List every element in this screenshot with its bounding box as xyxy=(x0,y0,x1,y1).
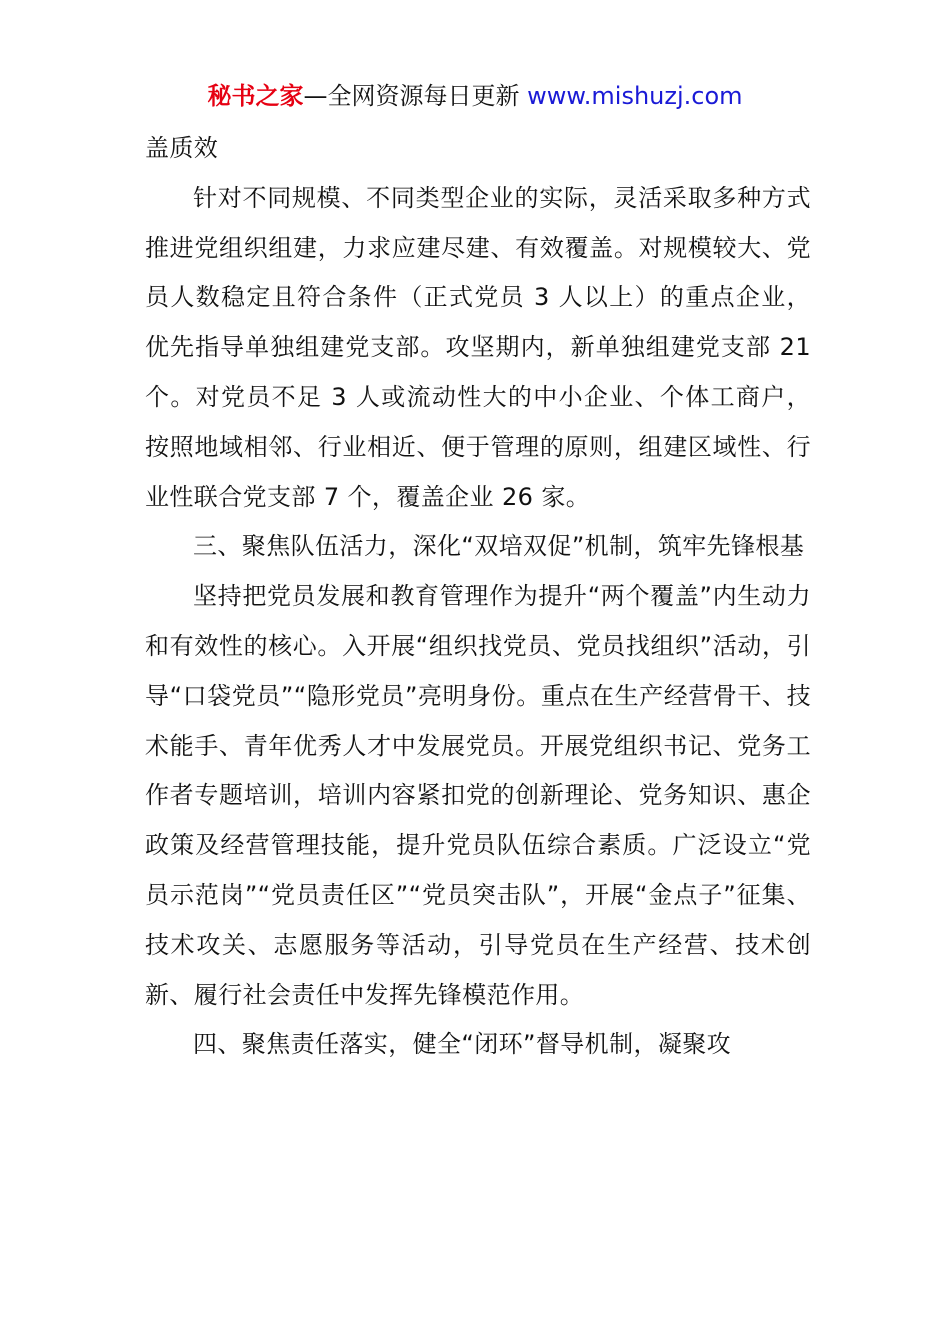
header-tagline: —全网资源每日更新 xyxy=(303,82,528,110)
site-url-link[interactable]: www.mishuzj.com xyxy=(527,82,743,110)
paragraph-organization-building: 针对不同规模、不同类型企业的实际，灵活采取多种方式推进党组织组建，力求应建尽建、有效覆盖。对规模较大、党员人数稳定且符合条件（正式党员 3 人以上）的重点企业，优先指导单独组建党支部。攻坚期内，新单独组建党支部 21 个。对党员不足 3 人或流动性大的中小企业、个体工商户，按照地域相邻、行业相近、便于管理的原则，组建区域性、行业性联合党支部 7 个，覆盖企业 26 家。 xyxy=(145,183,811,511)
site-header xyxy=(0,80,950,112)
paragraph-party-member-development: 坚持把党员发展和教育管理作为提升“两个覆盖”内生动力和有效性的核心。入开展“组织找党员、党员找组织”活动，引导“口袋党员”“隐形党员”亮明身份。重点在生产经营骨干、技术能手、青年优秀人才中发展党员。开展党组织书记、党务工作者专题培训，培训内容紧扣党的创新理论、党务知识、惠企政策及经营管理技能，提升党员队伍综合素质。广泛设立“党员示范岗”“党员责任区”“党员突击队”，开展“金点子”征集、技术攻关、志愿服务等活动，引导党员在生产经营、技术创新、履行社会责任中发挥先锋模范作用。 xyxy=(145,582,811,1009)
brand-name: 秘书之家 xyxy=(207,82,304,110)
paragraph-continuation: 盖质效 xyxy=(145,134,219,162)
document-body xyxy=(145,124,811,1070)
section-heading-three: 三、聚焦队伍活力，深化“双培双促”机制，筑牢先锋根基 xyxy=(193,532,805,561)
section-heading-four: 四、聚焦责任落实，健全“闭环”督导机制，凝聚攻 xyxy=(193,1030,732,1059)
